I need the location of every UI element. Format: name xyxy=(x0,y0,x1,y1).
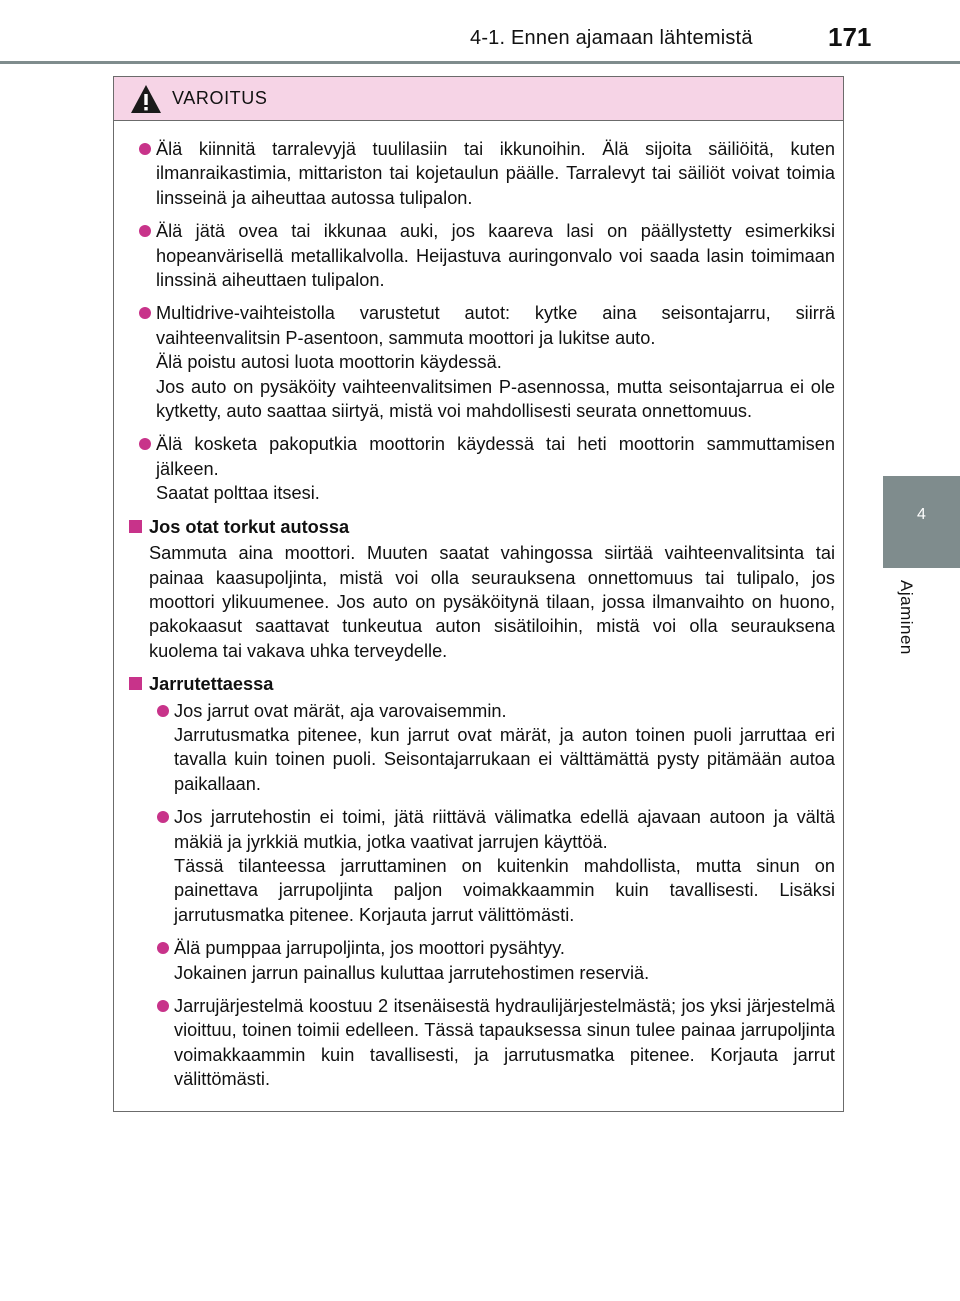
bullet-icon xyxy=(139,225,151,237)
sub-heading-sleep xyxy=(129,515,835,539)
warning-title: VAROITUS xyxy=(172,88,268,108)
bullet-icon xyxy=(139,143,151,155)
list-item xyxy=(129,301,835,423)
sleep-paragraph xyxy=(129,541,835,663)
chapter-number: 4 xyxy=(917,506,926,523)
warning-header xyxy=(114,77,843,121)
item-text: Älä jätä ovea tai ikkunaa auki, jos kaareva lasi on päällystetty esimerkiksi hopeanvärisellä metallikalvolla. Heijastuva auringonvalo voi saada lasin toimimaan linssinä aiheuttaen tulipalon. xyxy=(156,221,835,291)
warning-triangle-icon xyxy=(130,84,162,114)
paragraph-text: Sammuta aina moottori. Muuten saatat vahingossa siirtää vaihteenvalitsinta tai painaa kaasupoljinta, mistä voi olla seurauksena onnettomuus tai tulipalo, jos moottori ylikuumenee. Jos auto on pysäköitynä tilaan, jossa ilmanvaihto on huono, pakokaasut saattavat tunkeutua auton sisätiloihin, mistä voi olla seurauksena kuolema tai vakava uhka terveydelle. xyxy=(149,543,835,661)
item-text: Jos auto on pysäköity vaihteenvalitsimen P-asennossa, mutta seisontajarrua ei ole kytketty, auto saattaa siirtyä, mistä voi mahdollisesti seurata onnettomuus. xyxy=(156,376,835,422)
list-item xyxy=(129,137,835,210)
chapter-tab xyxy=(883,476,960,568)
item-text: Multidrive-vaihteistolla varustetut autot: kytke aina seisontajarru, siirrä vaihteenvalitsin P-asentoon, sammuta moottori ja lukitse auto. xyxy=(156,303,835,348)
list-item xyxy=(129,994,835,1092)
warning-content xyxy=(129,137,835,1101)
bullet-icon xyxy=(139,438,151,450)
warning-box xyxy=(113,76,844,1112)
item-text: Älä kiinnitä tarralevyjä tuulilasiin tai ikkunoihin. Älä sijoita säiliöitä, kuten ilmanraikastimia, mittariston tai kojetaulun päälle. Tarralevyt tai säiliöt voivat toimia linsseinä ja aiheuttaa autossa tulipalon. xyxy=(156,139,835,208)
sub-heading-text: Jarrutettaessa xyxy=(149,674,274,695)
item-text: Älä poistu autosi luota moottorin käydessä. xyxy=(156,352,502,373)
list-item xyxy=(129,432,835,505)
list-item xyxy=(129,219,835,292)
item-text: Jos jarrutehostin ei toimi, jätä riittävä välimatka edellä ajavaan autoon ja vältä mäkiä ja jyrkkiä mutkia, jotka vaativat jarrujen käyttöä. xyxy=(174,807,835,852)
bullet-icon xyxy=(157,705,169,717)
page-number: 171 xyxy=(828,22,872,52)
chapter-label-text: Ajaminen xyxy=(897,580,916,655)
item-text: Jokainen jarrun painallus kuluttaa jarrutehostimen reserviä. xyxy=(174,962,650,983)
list-item xyxy=(129,699,835,797)
bullet-icon xyxy=(139,307,151,319)
bullet-icon xyxy=(157,1000,169,1012)
bullet-icon xyxy=(157,811,169,823)
sub-heading-braking xyxy=(129,672,835,696)
bullet-icon xyxy=(157,942,169,954)
item-text: Jarrujärjestelmä koostuu 2 itsenäisestä hydraulijärjestelmästä; jos yksi järjestelmä vioittuu, toinen toimii edelleen. Tässä tapauksessa sinun tulee painaa jarrupoljinta voimakkaammin kuin tavallisesti, ja jarrutusmatka pitenee. Korjauta jarrut välittömästi. xyxy=(174,996,835,1090)
list-item xyxy=(129,805,835,927)
square-bullet-icon xyxy=(129,520,142,533)
header-rule xyxy=(0,61,960,64)
square-bullet-icon xyxy=(129,677,142,690)
sub-heading-text: Jos otat torkut autossa xyxy=(149,516,350,537)
item-text: Älä kosketa pakoputkia moottorin käydessä tai heti moottorin sammuttamisen jälkeen. xyxy=(156,434,835,479)
item-text: Älä pumppaa jarrupoljinta, jos moottori pysähtyy. xyxy=(174,938,565,959)
chapter-label xyxy=(896,580,926,680)
item-text: Jos jarrut ovat märät, aja varovaisemmin. xyxy=(174,700,507,721)
item-text: Jarrutusmatka pitenee, kun jarrut ovat märät, ja auton toinen puoli jarruttaa eri tavalla kuin toinen puoli. Seisontajarrukaan ei välttämättä pysty pitämään autoa paikallaan. xyxy=(174,724,835,794)
list-item xyxy=(129,936,835,985)
section-title: 4-1. Ennen ajamaan lähtemistä xyxy=(470,27,753,49)
item-text: Saatat polttaa itsesi. xyxy=(156,483,320,504)
item-text: Tässä tilanteessa jarruttaminen on kuitenkin mahdollista, mutta sinun on painettava jarrupoljinta paljon voimakkaammin kuin tavallisesti. Lisäksi jarrutusmatka pitenee. Korjauta jarrut välittömästi. xyxy=(174,855,835,925)
